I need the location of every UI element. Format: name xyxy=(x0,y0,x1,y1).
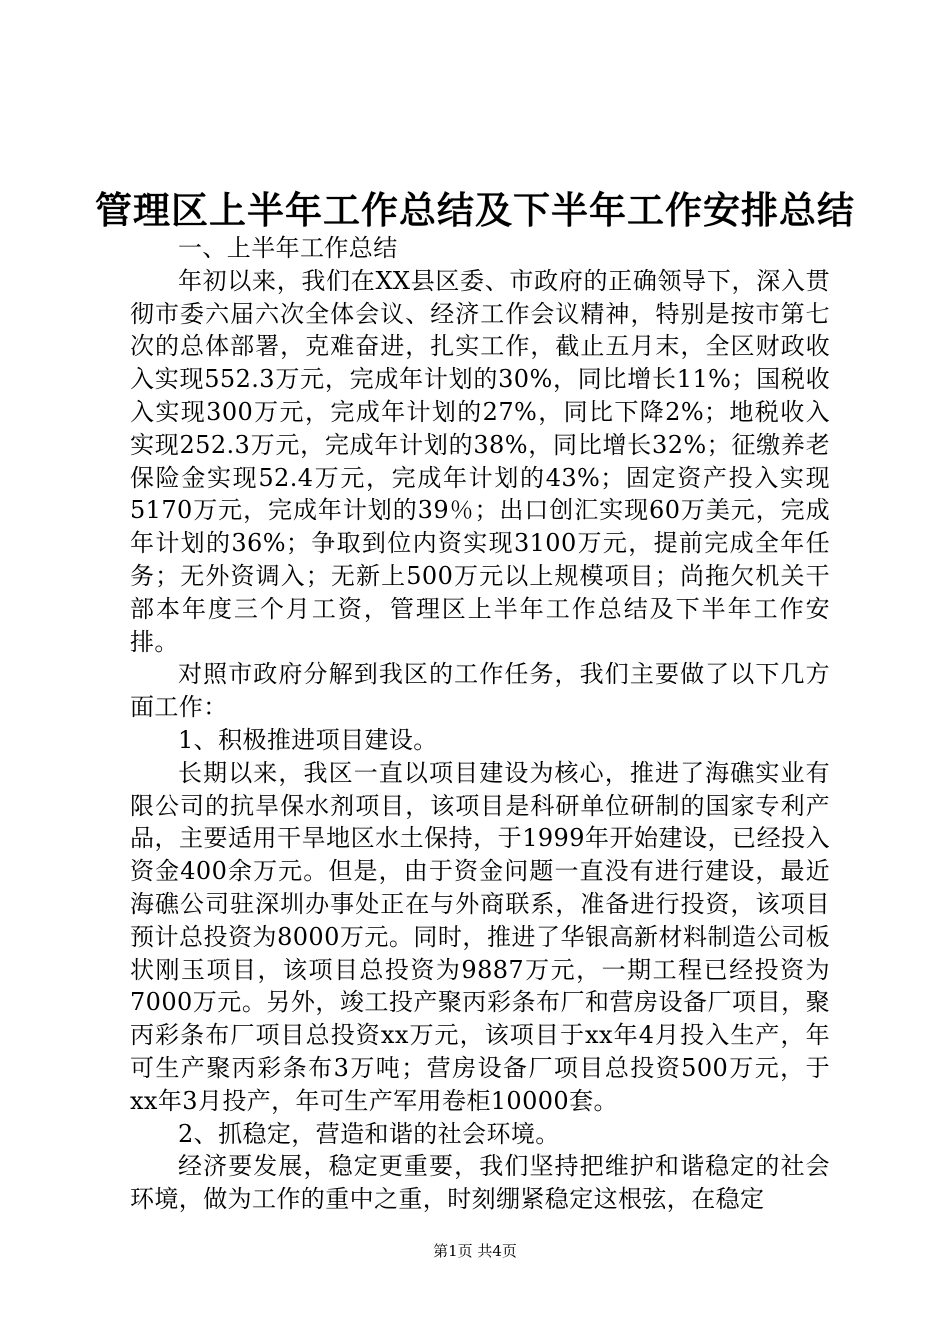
section-heading: 一、上半年工作总结 xyxy=(178,234,398,262)
document-title: 管理区上半年工作总结及下半年工作安排总结 xyxy=(95,188,855,232)
subsection-heading: 2、抓稳定，营造和谐的社会环境。 xyxy=(178,1119,560,1148)
paragraph: 对照市政府分解到我区的工作任务，我们主要做了以下几方面工作： xyxy=(130,660,830,722)
paragraph: 经济要发展，稳定更重要，我们坚持把维护和谐稳定的社会环境，做为工作的重中之重，时刻绷紧稳定这根弦，在稳定 xyxy=(130,1152,830,1214)
document-body xyxy=(130,232,830,1216)
subsection-heading: 1、积极推进项目建设。 xyxy=(178,725,438,754)
paragraph: 长期以来，我区一直以项目建设为核心，推进了海礁实业有限公司的抗旱保水剂项目，该项目是科研单位研制的国家专利产品，主要适用干旱地区水土保持，于1999年开始建设，已经投入资金400余万元。但是，由于资金问题一直没有进行建设，最近海礁公司驻深圳办事处正在与外商联系，准备进行投资，该项目预计总投资为8000万元。同时，推进了华银高新材料制造公司板状刚玉项目，该项目总投资为9887万元，一期工程已经投资为7000万元。另外，竣工投产聚丙彩条布厂和营房设备厂项目，聚丙彩条布厂项目总投资xx万元，该项目于xx年4月投入生产，年可生产聚丙彩条布3万吨；营房设备厂项目总投资500万元，于xx年3月投产，年可生产军用卷柜10000套。 xyxy=(130,758,830,1115)
paragraph: 年初以来，我们在XX县区委、市政府的正确领导下，深入贯彻市委六届六次全体会议、经济工作会议精神，特别是按市第七次的总体部署，克难奋进，扎实工作，截止五月末，全区财政收入实现552.3万元，完成年计划的30%，同比增长11%；国税收入实现300万元，完成年计划的27%，同比下降2%；地税收入实现252.3万元，完成年计划的38%，同比增长32%；征缴养老保险金实现52.4万元，完成年计划的43%；固定资产投入实现5170万元，完成年计划的39％；出口创汇实现60万美元，完成年计划的36%；争取到位内资实现3100万元，提前完成全年任务；无外资调入；无新上500万元以上规模项目；尚拖欠机关干部本年度三个月工资，管理区上半年工作总结及下半年工作安排。 xyxy=(130,266,830,656)
page-footer: 第1页 共4页 xyxy=(433,1242,517,1260)
